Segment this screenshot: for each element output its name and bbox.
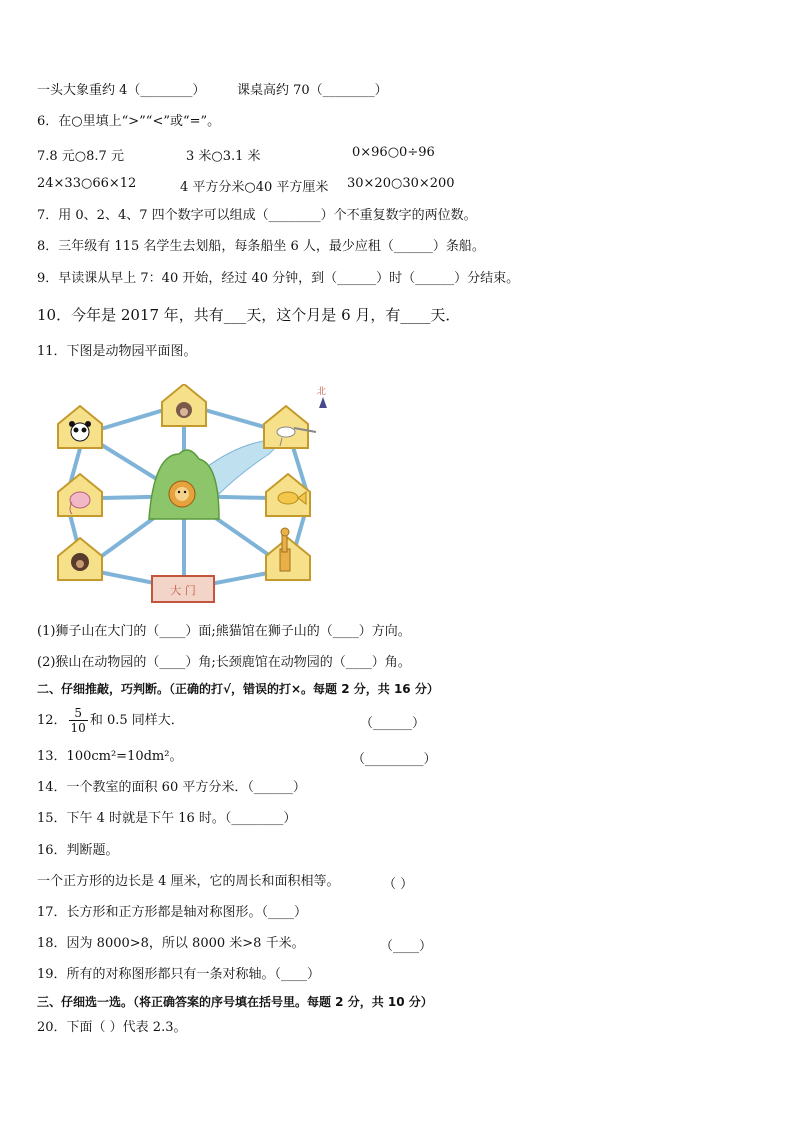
q16-answer-blank: （ ）: [383, 877, 414, 892]
question-16-statement: 一个正方形的边长是 4 厘米，它的周长和面积相等。: [37, 874, 340, 889]
question-18: 18．因为 8000>8，所以 8000 米>8 千米。: [37, 936, 305, 951]
question-10: 10．今年是 2017 年，共有___天，这个月是 6 月，有____天．: [37, 306, 461, 324]
lion-icon: [169, 481, 195, 507]
question-12: [37, 703, 184, 739]
question-11-part-2: (2)猴山在动物园的（____）角;长颈鹿馆在动物园的（____）角。: [37, 655, 411, 670]
question-7: 7．用 0、2、4、7 四个数字可以组成（________）个不重复数字的两位数。: [37, 208, 477, 223]
q12-answer-blank: （______）: [360, 716, 426, 731]
north-arrow-icon: [319, 397, 327, 408]
question-line-1: [37, 82, 205, 100]
q6-item-4: 24×33○66×12: [37, 176, 137, 191]
zoo-map-svg: [54, 384, 334, 610]
q6-item-1: 7.8 元○8.7 元: [37, 149, 124, 164]
fraction-5-10: [69, 706, 88, 735]
elephant-weight-text: 一头大象重约 4（________）: [37, 83, 206, 98]
question-11: 11．下图是动物园平面图。: [37, 344, 197, 359]
desk-height-text: 课桌高约 70（________）: [237, 83, 388, 98]
fraction-denominator: 10: [70, 721, 86, 735]
question-8: 8．三年级有 115 名学生去划船，每条船坐 6 人，最少应租（______）条船。: [37, 239, 485, 254]
q12-text: 和 0.5 同样大．: [89, 713, 184, 728]
question-16: 16．判断题。: [37, 843, 119, 858]
question-9: 9．早读课从早上 7：40 开始，经过 40 分钟，到（______）时（______）分结束。: [37, 271, 520, 286]
question-11-part-1: (1)狮子山在大门的（____）面;熊猫馆在狮子山的（____）方向。: [37, 624, 411, 639]
question-14: 14．一个教室的面积 60 平方分米．（______）: [37, 780, 306, 795]
question-20: 20．下面（ ）代表 2.3。: [37, 1020, 187, 1035]
north-label: 北: [317, 387, 327, 397]
fraction-numerator: 5: [69, 706, 88, 721]
q13-answer-blank: （_________）: [352, 752, 437, 767]
question-6: 6．在○里填上“>”“<”或“=”。: [37, 114, 221, 129]
question-17: 17．长方形和正方形都是轴对称图形。（____）: [37, 905, 308, 920]
gorilla-icon: [71, 553, 89, 571]
q12-prefix: 12．: [37, 713, 67, 728]
section-2-heading: 二、仔细推敲，巧判断。（正确的打√，错误的打×。每题 2 分，共 16 分）: [37, 682, 439, 696]
giraffe-icon: [280, 528, 290, 571]
gate-label: 大 门: [170, 584, 196, 597]
q6-item-6: 30×20○30×200: [347, 176, 455, 191]
question-19: 19．所有的对称图形都只有一条对称轴。（____）: [37, 967, 321, 982]
q6-item-2: 3 米○3.1 米: [186, 149, 261, 164]
monkey-icon: [176, 402, 192, 418]
zoo-map: [54, 384, 334, 610]
question-13: 13．100cm²=10dm²。: [37, 749, 183, 764]
q18-answer-blank: （____）: [380, 939, 433, 954]
q6-item-3: 0×96○0÷96: [352, 145, 435, 160]
question-15: 15．下午 4 时就是下午 16 时。（________）: [37, 811, 297, 826]
q6-item-5: 4 平方分米○40 平方厘米: [180, 180, 329, 195]
section-3-heading: 三、仔细选一选。（将正确答案的序号填在括号里。每题 2 分，共 10 分）: [37, 995, 433, 1009]
